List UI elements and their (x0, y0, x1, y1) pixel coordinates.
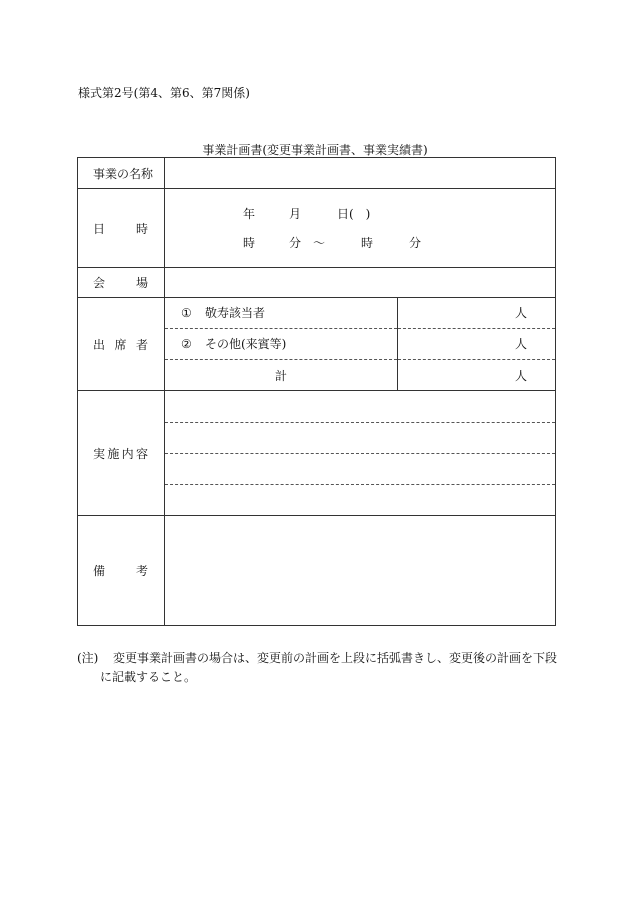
label-remarks: 備 考 (78, 516, 165, 626)
note-marker: (注) (77, 651, 99, 665)
attendee-count-total[interactable]: 人 (398, 360, 556, 390)
row-content (78, 391, 556, 516)
start-hour-unit: 時 (243, 235, 256, 250)
attendee-row-senior (165, 298, 555, 328)
content-line (165, 484, 555, 515)
time-line (165, 234, 555, 252)
row-remarks (78, 516, 556, 626)
label-attendees: 出 席 者 (78, 298, 165, 391)
start-minute-unit: 分 (289, 235, 302, 250)
field-content[interactable] (165, 391, 556, 516)
attendee-row-total (165, 360, 555, 390)
year-unit: 年 (243, 206, 256, 221)
content-line (165, 453, 555, 484)
form-number: 様式第2号(第4、第6、第7関係) (78, 86, 250, 100)
end-hour-unit: 時 (361, 235, 374, 250)
content-line (165, 391, 555, 422)
note-text-line1: 変更事業計画書の場合は、変更前の計画を上段に括弧書きし、変更後の計画を下段 (113, 651, 558, 665)
field-project-name[interactable] (165, 158, 556, 189)
date-line (165, 205, 555, 223)
row-venue (78, 268, 556, 298)
content-lines (165, 391, 555, 515)
document-title: 事業計画書(変更事業計画書、事業実績書) (202, 143, 428, 157)
field-datetime[interactable] (165, 189, 556, 268)
attendee-table (165, 298, 555, 390)
row-project-name (78, 158, 556, 189)
tilde: ～ (313, 235, 326, 250)
month-unit: 月 (289, 206, 302, 221)
row-datetime (78, 189, 556, 268)
note-text-line2: に記載すること。 (100, 670, 197, 684)
attendee-count-other[interactable]: 人 (398, 328, 556, 359)
attendee-row-other (165, 328, 555, 359)
plan-form-table (77, 157, 556, 626)
attendee-count-senior[interactable]: 人 (514, 306, 527, 321)
end-minute-unit: 分 (409, 235, 422, 250)
day-unit: 日( ) (337, 206, 371, 221)
label-datetime: 日 時 (78, 189, 165, 268)
attendee-label-total: 計 (165, 360, 398, 390)
attendee-label-senior: ① 敬寿該当者 (165, 298, 398, 328)
field-remarks[interactable] (165, 516, 556, 626)
label-content: 実 施 内 容 (78, 391, 165, 516)
label-project-name: 事業の名称 (78, 158, 165, 189)
row-attendees (78, 298, 556, 391)
field-venue[interactable] (165, 268, 556, 298)
attendee-label-other: ② その他(来賓等) (165, 328, 398, 359)
label-venue: 会 場 (78, 268, 165, 298)
content-line (165, 422, 555, 453)
attendee-breakdown (165, 298, 556, 391)
